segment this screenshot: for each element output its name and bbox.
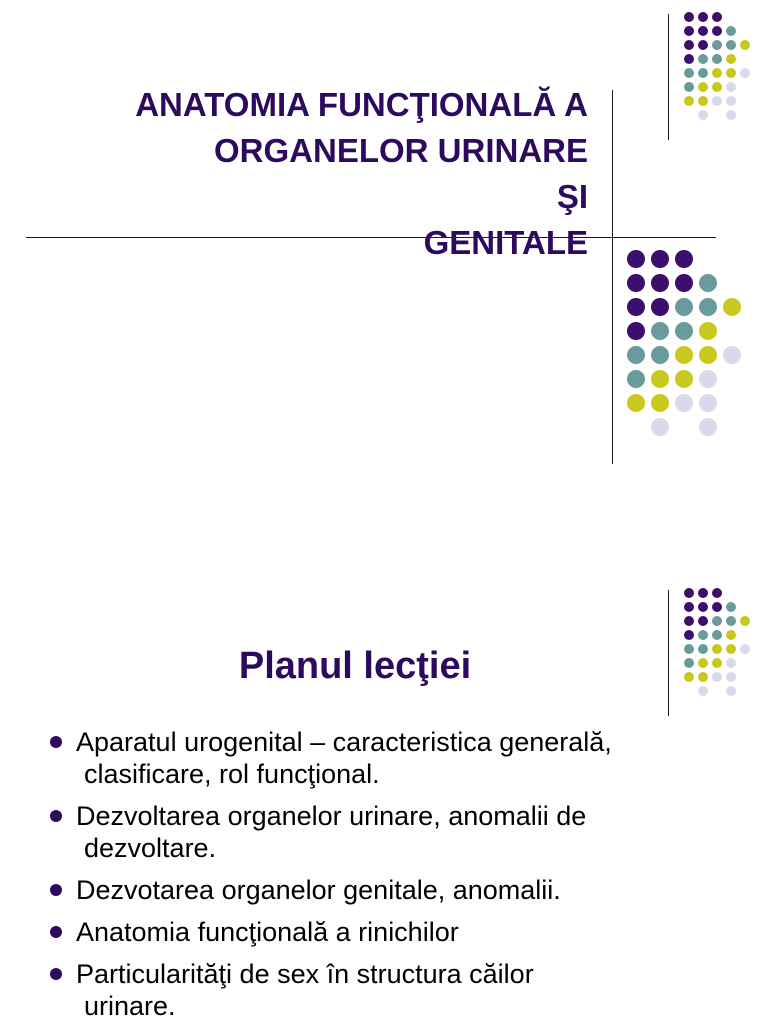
decorative-dot — [627, 298, 645, 316]
decorative-dot — [726, 82, 736, 92]
decorative-dot — [684, 26, 694, 36]
decorative-dot — [740, 68, 750, 78]
decorative-dot — [684, 616, 694, 626]
slide-title: Planul lecţiei — [238, 645, 472, 687]
title-line: ŞI — [556, 178, 588, 215]
decorative-dot — [684, 68, 694, 78]
decorative-dot — [698, 54, 708, 64]
decorative-dot — [651, 322, 669, 340]
decorative-dot — [627, 394, 645, 412]
decorative-dot — [726, 26, 736, 36]
decorative-dot — [740, 616, 750, 626]
decorative-dot — [726, 110, 736, 120]
list-item — [44, 726, 724, 790]
decorative-dot — [684, 82, 694, 92]
decorative-dot — [712, 602, 722, 612]
decorative-dot — [712, 54, 722, 64]
decorative-dot — [726, 658, 736, 668]
decorative-dot — [651, 346, 669, 364]
decorative-dot — [723, 346, 741, 364]
decorative-dot — [712, 658, 722, 668]
vertical-divider-small — [668, 14, 669, 140]
decorative-dot — [726, 602, 736, 612]
decorative-dot — [712, 630, 722, 640]
decorative-dot — [726, 616, 736, 626]
decorative-dot — [740, 644, 750, 654]
decorative-dot — [726, 630, 736, 640]
decorative-dot — [726, 68, 736, 78]
decorative-dot — [627, 370, 645, 388]
decorative-dot — [726, 686, 736, 696]
decorative-dot — [740, 40, 750, 50]
decorative-dot — [712, 82, 722, 92]
bullet-text: Particularităţi de sex în structura căilor urinare. — [76, 959, 534, 1021]
decorative-dot — [712, 68, 722, 78]
bullet-text: Dezvotarea organelor genitale, anomalii. — [76, 875, 561, 905]
bullet-icon — [50, 968, 62, 980]
decorative-dot — [712, 588, 722, 598]
decorative-dot — [699, 394, 717, 412]
decorative-dot — [675, 370, 693, 388]
decorative-dot — [684, 630, 694, 640]
decorative-dot — [698, 602, 708, 612]
decorative-dot — [726, 54, 736, 64]
decorative-dot — [712, 26, 722, 36]
vertical-divider — [612, 90, 613, 464]
bullet-text: Dezvoltarea organelor urinare, anomalii de dezvoltare. — [76, 801, 587, 863]
decorative-dot — [698, 40, 708, 50]
decorative-dot — [651, 250, 669, 268]
decorative-dot — [627, 322, 645, 340]
decorative-dot — [675, 298, 693, 316]
decorative-dot — [712, 40, 722, 50]
decorative-dot — [698, 82, 708, 92]
bullet-list — [44, 726, 724, 1024]
decorative-dot — [726, 40, 736, 50]
decorative-dot — [651, 370, 669, 388]
decorative-dot — [698, 110, 708, 120]
decorative-dot — [684, 40, 694, 50]
decorative-dot — [684, 12, 694, 22]
bullet-icon — [50, 810, 62, 822]
decorative-dot — [723, 298, 741, 316]
decorative-dot — [726, 644, 736, 654]
decorative-dot — [675, 322, 693, 340]
list-item — [44, 958, 724, 1022]
decorative-dot — [651, 298, 669, 316]
decorative-dot — [675, 274, 693, 292]
slide-title — [135, 82, 588, 266]
decorative-dot — [699, 346, 717, 364]
decorative-dot — [651, 274, 669, 292]
title-line: ANATOMIA FUNCŢIONALĂ A — [135, 86, 588, 123]
decorative-dot — [726, 96, 736, 106]
decorative-dot — [675, 394, 693, 412]
decorative-dot — [627, 346, 645, 364]
decorative-dot — [698, 588, 708, 598]
decorative-dot — [712, 12, 722, 22]
list-item — [44, 874, 724, 906]
decorative-dot — [699, 370, 717, 388]
decorative-dot — [712, 644, 722, 654]
decorative-dot — [675, 346, 693, 364]
bullet-text: Anatomia funcţională a rinichilor — [76, 917, 459, 947]
decorative-dot — [698, 12, 708, 22]
list-item — [44, 916, 724, 948]
decorative-dot — [712, 96, 722, 106]
decorative-dot — [726, 672, 736, 682]
bullet-icon — [50, 736, 62, 748]
list-item — [44, 800, 724, 864]
decorative-dot — [684, 96, 694, 106]
decorative-dot — [712, 616, 722, 626]
decorative-dot — [651, 394, 669, 412]
outline-slide — [0, 576, 768, 1024]
bullet-icon — [50, 926, 62, 938]
decorative-dot — [684, 588, 694, 598]
decorative-dot — [699, 298, 717, 316]
title-line: ORGANELOR URINARE — [213, 132, 588, 169]
decorative-dot — [675, 250, 693, 268]
title-line: GENITALE — [423, 224, 588, 261]
decorative-dot — [627, 250, 645, 268]
decorative-dot — [698, 68, 708, 78]
decorative-dot — [698, 96, 708, 106]
decorative-dot — [698, 26, 708, 36]
bullet-icon — [50, 884, 62, 896]
decorative-dot — [698, 616, 708, 626]
decorative-dot — [712, 672, 722, 682]
decorative-dot — [699, 322, 717, 340]
decorative-dot — [698, 630, 708, 640]
decorative-dot — [627, 274, 645, 292]
decorative-dot — [699, 418, 717, 436]
decorative-dot — [651, 418, 669, 436]
decorative-dot — [684, 54, 694, 64]
decorative-dot — [699, 274, 717, 292]
bullet-text: Aparatul urogenital – caracteristica generală, clasificare, rol funcţional. — [76, 727, 612, 789]
decorative-dot — [684, 602, 694, 612]
